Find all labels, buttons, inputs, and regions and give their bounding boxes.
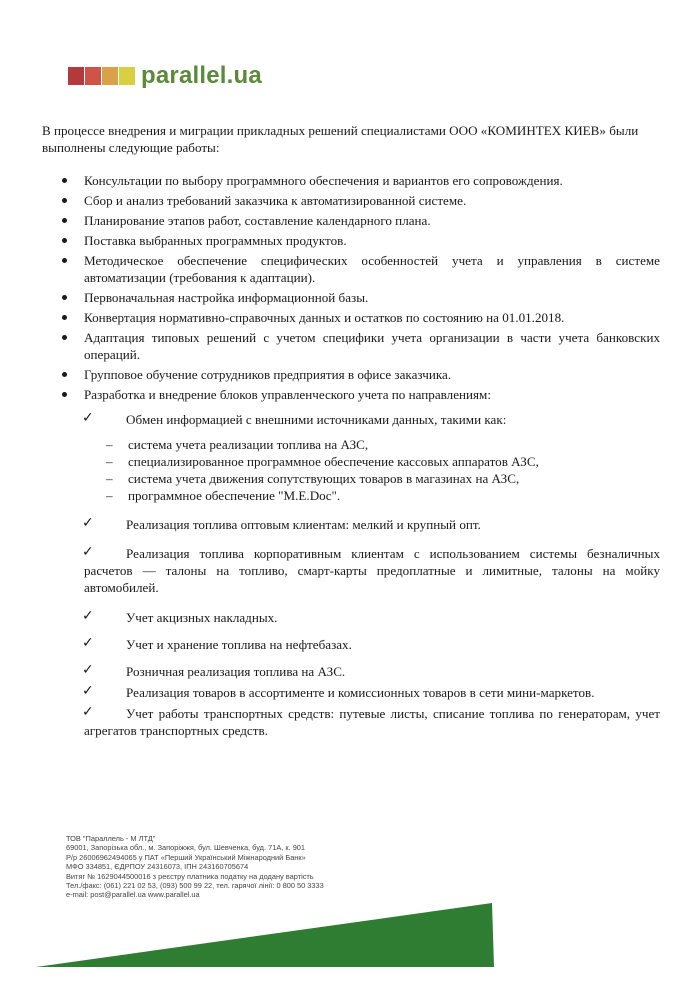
intro-paragraph: В процессе внедрения и миграции прикладных решений специалистами ООО «КОМИНТЕХ КИЕВ» были выполнены следующие работы: (42, 123, 639, 155)
data-sources-list (42, 436, 660, 504)
list-item-text: Методическое обеспечение специфических особенностей учета и управления в системе автоматизации (требования к адаптации). (84, 253, 660, 285)
check-item-excise (42, 609, 660, 626)
check-item-transport (42, 705, 660, 739)
list-item (42, 386, 660, 403)
footer-line: e-mail: post@parallel.ua www.parallel.ua (66, 890, 200, 900)
logo-square-red (68, 67, 84, 85)
footer-line: МФО 334851, ЄДРПОУ 24316073, ІПН 243160705674 (66, 862, 249, 872)
check-item-corporate (42, 545, 660, 596)
logo-square-orange (102, 67, 118, 85)
logo-square-yellow (119, 67, 135, 85)
list-item-text: Первоначальная настройка информационной базы. (84, 290, 369, 305)
bullet-icon (62, 315, 67, 320)
checkmark-icon: ✓ (82, 410, 94, 426)
footer-green-wedge (0, 895, 700, 975)
check-item-text: Учет и хранение топлива на нефтебазах. (126, 637, 352, 652)
work-list (42, 172, 660, 403)
footer-line: Витяг № 1629044500016 з реєстру платника податку на додану вартість (66, 871, 314, 881)
list-item (42, 289, 660, 306)
check-item-text: Учет работы транспортных средств: путевые листы, списание топлива по генераторам, учет агрегатов транспортных средств. (84, 706, 660, 738)
logo-square-coral (85, 67, 101, 85)
checkmark-icon: ✓ (82, 635, 94, 651)
check-item-wholesale (42, 516, 660, 533)
list-item (42, 212, 660, 229)
letter-body (42, 122, 660, 748)
footer-line: 69001, Запорізька обл., м. Запоріжжя, бул. Шевченка, буд. 71А, к. 901 (66, 843, 306, 853)
bullet-icon (62, 392, 67, 397)
list-item (42, 232, 660, 249)
checkmark-icon: ✓ (82, 544, 94, 560)
bullet-icon (62, 178, 67, 183)
check-item-text: Реализация топлива корпоративным клиентам с использованием системы безналичных расчетов — талоны на топливо, смарт-карты предоплатные и лимитные, талоны на мойку автомобилей. (84, 546, 660, 595)
list-item-text: система учета движения сопутствующих товаров в магазинах на АЗС, (128, 471, 520, 486)
dash-icon: – (106, 471, 113, 486)
logo-text: parallel.ua (141, 62, 262, 89)
footer-line: ТОВ "Параллель - М ЛТД" (66, 834, 156, 843)
list-item-text: Конвертация нормативно-справочных данных и остатков по состоянию на 01.01.2018. (84, 310, 565, 325)
company-logo (68, 62, 262, 90)
list-item-text: Сбор и анализ требований заказчика к автоматизированной системе. (84, 193, 467, 208)
bullet-icon (62, 295, 67, 300)
list-item-text: Разработка и внедрение блоков управленческого учета по направлениям: (84, 387, 491, 402)
company-requisites (66, 834, 426, 900)
bullet-icon (62, 198, 67, 203)
list-item-text: Поставка выбранных программных продуктов. (84, 233, 347, 248)
checkmark-icon: ✓ (82, 662, 94, 678)
check-item-text: Учет акцизных накладных. (126, 610, 278, 625)
check-item-text: Обмен информацией с внешними источниками данных, такими как: (126, 412, 507, 427)
dash-icon: – (106, 437, 113, 452)
check-item-text: Реализация топлива оптовым клиентам: мелкий и крупный опт. (126, 517, 481, 532)
checkmark-icon: ✓ (82, 515, 94, 531)
checkmark-icon: ✓ (82, 683, 94, 699)
check-item-text: Розничная реализация топлива на АЗС. (126, 664, 346, 679)
dash-icon: – (106, 454, 113, 469)
footer-line: Р/р 26006962494065 у ПАТ «Перший Український Міжнародний Банк» (66, 852, 306, 862)
check-item-minimarkets (42, 684, 660, 701)
list-item-text: Консультации по выбору программного обеспечения и вариантов его сопровождения. (84, 173, 563, 188)
list-item (42, 366, 660, 383)
checkmark-icon: ✓ (82, 608, 94, 624)
list-item-text: Планирование этапов работ, составление календарного плана. (84, 213, 431, 228)
check-item-text: Реализация товаров в ассортименте и комиссионных товаров в сети мини-маркетов. (126, 685, 595, 700)
bullet-icon (62, 218, 67, 223)
footer-line: Тел./факс: (061) 221 02 53, (093) 500 99 22, тел. гарячої лінії: 0 800 50 3333 (66, 881, 324, 891)
list-item (42, 309, 660, 326)
list-item (42, 252, 660, 286)
bullet-icon (62, 238, 67, 243)
bullet-icon (62, 372, 67, 377)
check-item-storage (42, 636, 660, 653)
management-blocks (42, 411, 660, 739)
check-item-exchange (42, 411, 660, 504)
check-item-retail (42, 663, 660, 680)
list-item-text: программное обеспечение "M.E.Doc". (128, 488, 341, 503)
bullet-icon (62, 258, 67, 263)
list-item-text: Адаптация типовых решений с учетом специфики учета организации в части учета банковских операций. (84, 330, 660, 362)
list-item (42, 487, 660, 504)
list-item-text: Групповое обучение сотрудников предприятия в офисе заказчика. (84, 367, 452, 382)
list-item (42, 172, 660, 189)
dash-icon: – (106, 488, 113, 503)
list-item (42, 192, 660, 209)
list-item (42, 470, 660, 487)
list-item (42, 453, 660, 470)
bullet-icon (62, 335, 67, 340)
list-item (42, 329, 660, 363)
checkmark-icon: ✓ (82, 704, 94, 720)
green-wedge-shape (36, 903, 494, 967)
list-item-text: система учета реализации топлива на АЗС, (128, 437, 369, 452)
list-item (42, 436, 660, 453)
list-item-text: специализированное программное обеспечение кассовых аппаратов АЗС, (128, 454, 539, 469)
